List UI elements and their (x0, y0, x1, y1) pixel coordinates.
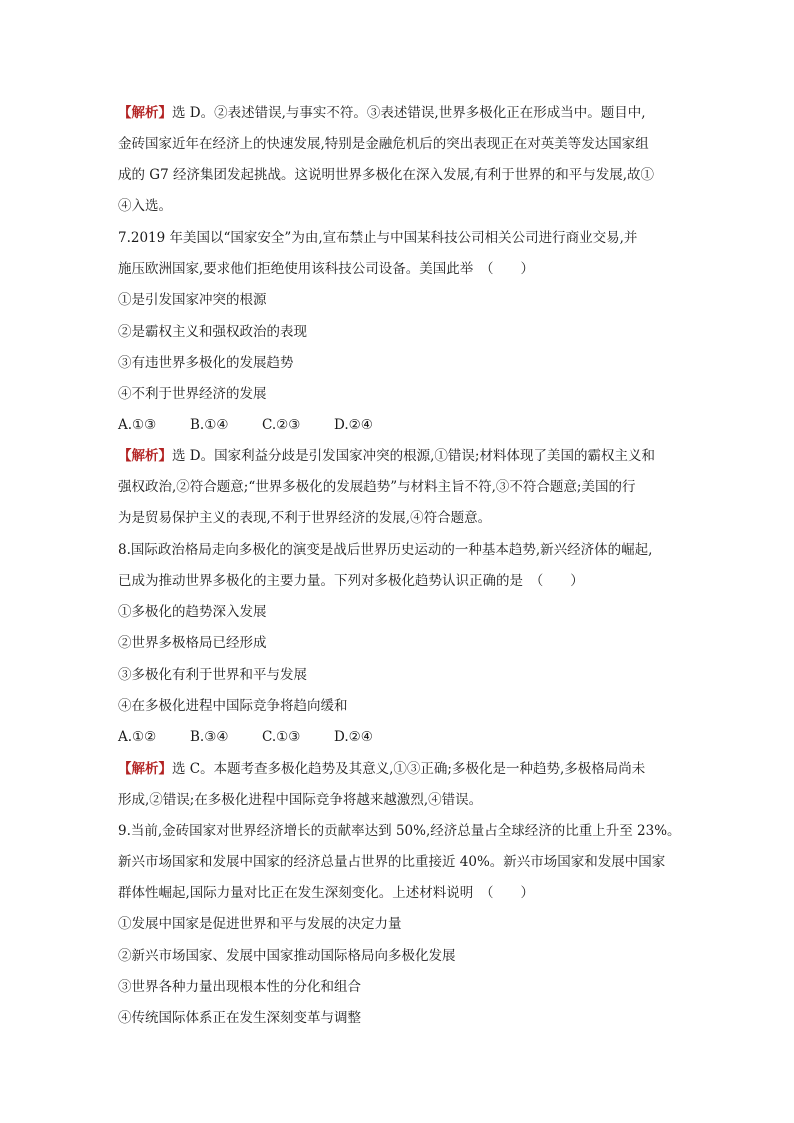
answer-7-line-1: 【解析】选 D。国家利益分歧是引发国家冲突的根源,①错误;材料体现了美国的霸权主义和 (118, 448, 655, 464)
question-8-item-2: ②世界多极格局已经形成 (118, 635, 267, 651)
analysis-tag: 【解析】 (118, 761, 172, 777)
option-d: D.②④ (334, 417, 373, 433)
option-a: A.①② (118, 729, 157, 745)
question-8-item-4: ④在多极化进程中国际竞争将趋向缓和 (118, 698, 348, 714)
answer-8-line-2: 形成,②错误;在多极化进程中国际竞争将越来越激烈,④错误。 (118, 792, 483, 808)
option-d: D.②④ (334, 729, 373, 745)
question-8-options (118, 727, 406, 747)
question-9-item-2: ②新兴市场国家、发展中国家推动国际格局向多极化发展 (118, 948, 456, 964)
analysis-tag: 【解析】 (118, 448, 172, 464)
question-8-item-1: ①多极化的趋势深入发展 (118, 604, 267, 620)
answer-6-line-2: 金砖国家近年在经济上的快速发展,特别是金融危机后的突出表现正在对英美等发达国家组 (118, 136, 649, 152)
option-c: C.①③ (262, 729, 301, 745)
question-9-item-3: ③世界各种力量出现根本性的分化和组合 (118, 979, 361, 995)
question-9-item-4: ④传统国际体系正在发生深刻变革与调整 (118, 1010, 361, 1026)
option-c: C.②③ (262, 417, 301, 433)
question-8-item-3: ③多极化有利于世界和平与发展 (118, 667, 307, 683)
question-7-item-4: ④不利于世界经济的发展 (118, 386, 267, 402)
answer-6-line-1: 【解析】选 D。②表述错误,与事实不符。③表述错误,世界多极化正在形成当中。题目中, (118, 105, 646, 121)
answer-6-line-3: 成的 G7 经济集团发起挑战。这说明世界多极化在深入发展,有利于世界的和平与发展,故① (118, 167, 655, 183)
answer-8-line-1: 【解析】选 C。本题考查多极化趋势及其意义,①③正确;多极化是一种趋势,多极格局尚未 (118, 761, 646, 777)
question-7-item-3: ③有违世界多极化的发展趋势 (118, 355, 294, 371)
question-9-stem-line-2: 新兴市场国家和发展中国家的经济总量占世界的比重接近 40%。新兴市场国家和发展中国家 (118, 854, 666, 870)
question-7-item-2: ②是霸权主义和强权政治的表现 (118, 324, 307, 340)
answer-7-line-3: 为是贸易保护主义的表现,不利于世界经济的发展,④符合题意。 (118, 510, 492, 526)
question-9-item-1: ①发展中国家是促进世界和平与发展的决定力量 (118, 916, 402, 932)
answer-6-line-4: ④入选。 (118, 198, 172, 214)
question-8-stem-line-1: 8.国际政治格局走向多极化的演变是战后世界历史运动的一种基本趋势,新兴经济体的崛起, (118, 542, 653, 558)
option-a: A.①③ (118, 417, 157, 433)
question-7-stem-line-1: 7.2019 年美国以“国家安全”为由,宣布禁止与中国某科技公司相关公司进行商业交易,并 (118, 230, 638, 246)
question-9-stem-line-1: 9.当前,金砖国家对世界经济增长的贡献率达到 50%,经济总量占全球经济的比重上升至 23%。 (118, 823, 681, 839)
question-7-item-1: ①是引发国家冲突的根源 (118, 292, 267, 308)
option-b: B.③④ (190, 729, 229, 745)
option-b: B.①④ (190, 417, 229, 433)
question-8-stem-line-2: 已成为推动世界多极化的主要力量。下列对多极化趋势认识正确的是 （ ） (118, 573, 584, 589)
analysis-tag: 【解析】 (118, 105, 172, 121)
answer-7-line-2: 强权政治,②符合题意;“世界多极化的发展趋势”与材料主旨不符,③不符合题意;美国的行 (118, 479, 636, 495)
question-9-stem-line-3: 群体性崛起,国际力量对比正在发生深刻变化。上述材料说明 （ ） (118, 885, 535, 901)
question-7-stem-line-2: 施压欧洲国家,要求他们拒绝使用该科技公司设备。美国此举 （ ） (118, 261, 535, 277)
question-7-options (118, 415, 406, 435)
